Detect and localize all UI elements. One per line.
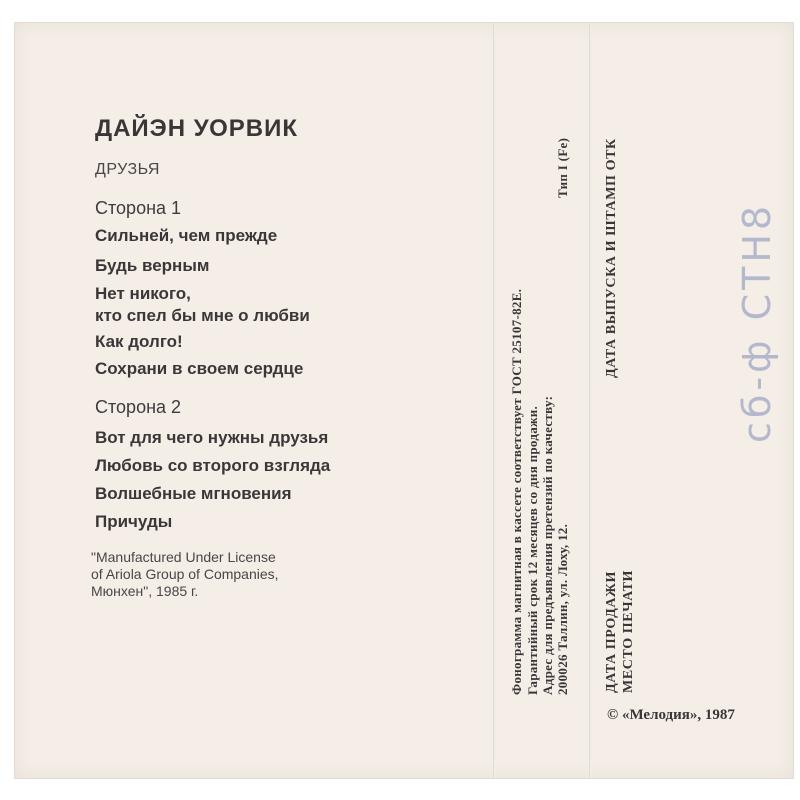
track-item: Волшебные мгновения — [95, 484, 292, 503]
track-item: Нет никого, — [95, 284, 191, 303]
main-panel — [15, 23, 495, 778]
album-title: ДРУЗЬЯ — [95, 161, 160, 178]
fold-line — [493, 23, 495, 778]
cassette-insert-card — [14, 22, 794, 779]
side-1-label: Сторона 1 — [95, 198, 182, 218]
track-item: Любовь со второго взгляда — [95, 456, 331, 475]
spine-text-line: Гарантийный срок 12 месяцев со дня продажи. — [525, 405, 540, 695]
release-stamp-label: ДАТА ВЫПУСКА И ШТАМП ОТК — [604, 138, 619, 378]
spine-text-line: Адрес для предъявления претензий по качеству: — [540, 395, 555, 695]
tape-type: Тип I (Fe) — [555, 137, 570, 198]
spine-text-line: Фонограмма магнитная в кассете соответствует ГОСТ 25107-82Е. — [509, 288, 524, 695]
track-item: Вот для чего нужны друзья — [95, 428, 329, 447]
spine-text-line: 200026 Таллин, ул. Лоху, 12. — [555, 523, 570, 695]
handwritten-stamp: сб-ф СТН8 — [735, 201, 779, 443]
track-item: Сильней, чем прежде — [95, 226, 278, 245]
sale-date-label: ДАТА ПРОДАЖИ — [604, 571, 619, 693]
license-note: "Manufactured Under License of Ariola Group of Companies, Мюнхен", 1985 г. — [91, 549, 279, 599]
seal-place-label: МЕСТО ПЕЧАТИ — [621, 569, 636, 693]
track-item: Причуды — [95, 512, 173, 531]
track-item-continuation: кто спел бы мне о любви — [95, 306, 310, 325]
track-item: Как долго! — [95, 332, 183, 351]
fold-line — [589, 23, 591, 778]
artist-name: ДАЙЭН УОРВИК — [95, 115, 298, 142]
track-item: Сохрани в своем сердце — [95, 359, 304, 378]
track-item: Будь верным — [95, 256, 210, 275]
side-2-label: Сторона 2 — [95, 397, 182, 417]
copyright-line: © «Мелодия», 1987 — [607, 707, 735, 723]
